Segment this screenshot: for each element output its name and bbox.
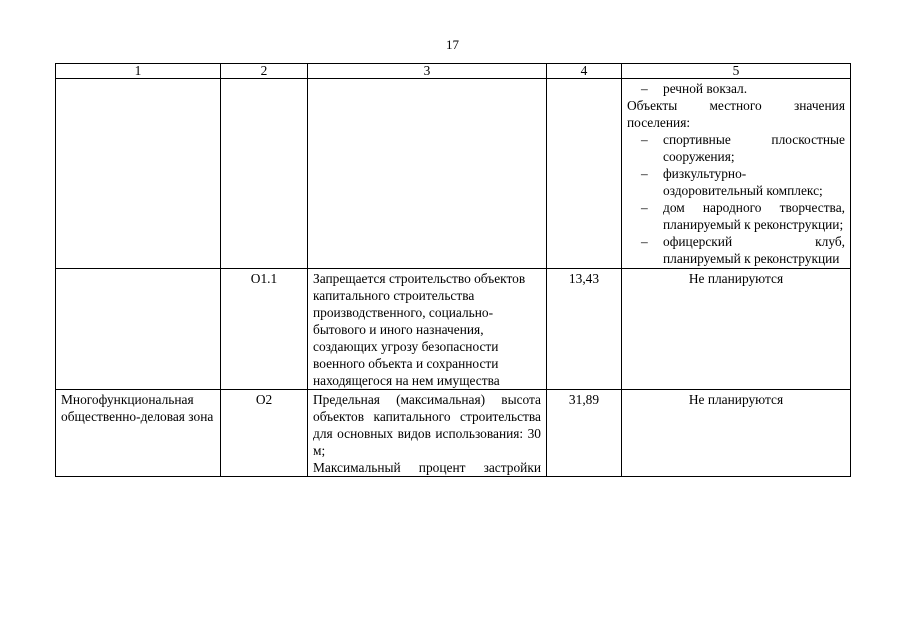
area-cell [547, 79, 622, 269]
list-item: – физкультурно-оздоровительный комплекс; [627, 165, 845, 199]
objects-cell: Не планируются [622, 269, 851, 390]
zone-cell [56, 269, 221, 390]
table-row-continuation [56, 79, 851, 269]
header-cell-2: 2 [221, 64, 308, 79]
description-text: Предельная (максимальная) высота объектов капитального строительства для основных видов использования: 30 м; [313, 392, 541, 458]
local-objects-title [627, 97, 845, 131]
table-row-o1-1 [56, 269, 851, 390]
area-cell: 31,89 [547, 390, 622, 477]
header-cell-3: 3 [308, 64, 547, 79]
code-cell: О2 [221, 390, 308, 477]
description-text-continued: Максимальный процент застройки [313, 460, 541, 475]
zone-cell: Многофункциональная общественно-деловая зона [56, 390, 221, 477]
list-item: – спортивные плоскостные сооружения; [627, 131, 845, 165]
zone-cell [56, 79, 221, 269]
list-item: – дом народного творчества, планируемый к реконструкции; [627, 199, 845, 233]
code-cell [221, 79, 308, 269]
page-number: 17 [446, 37, 459, 52]
table-header-row [56, 64, 851, 79]
description-cell [308, 79, 547, 269]
list-item: – офицерский клуб, планируемый к реконструкции [627, 233, 845, 267]
zones-table [55, 63, 851, 477]
list-item: – речной вокзал. [627, 80, 845, 97]
header-cell-1: 1 [56, 64, 221, 79]
header-cell-4: 4 [547, 64, 622, 79]
objects-list-local [627, 131, 845, 267]
description-cell [308, 390, 547, 477]
objects-cell: Не планируются [622, 390, 851, 477]
header-cell-5: 5 [622, 64, 851, 79]
area-cell: 13,43 [547, 269, 622, 390]
description-cell: Запрещается строительство объектов капитального строительства производственного, социально-бытового и иного назначения, создающих угрозу безопасности военного объекта и сохранности находящегося на нем имущества [308, 269, 547, 390]
code-cell: О1.1 [221, 269, 308, 390]
table-row-o2 [56, 390, 851, 477]
local-objects-title-text: Объекты местного значения поселения: [627, 98, 845, 130]
objects-cell [622, 79, 851, 269]
objects-list-regional [627, 80, 845, 97]
